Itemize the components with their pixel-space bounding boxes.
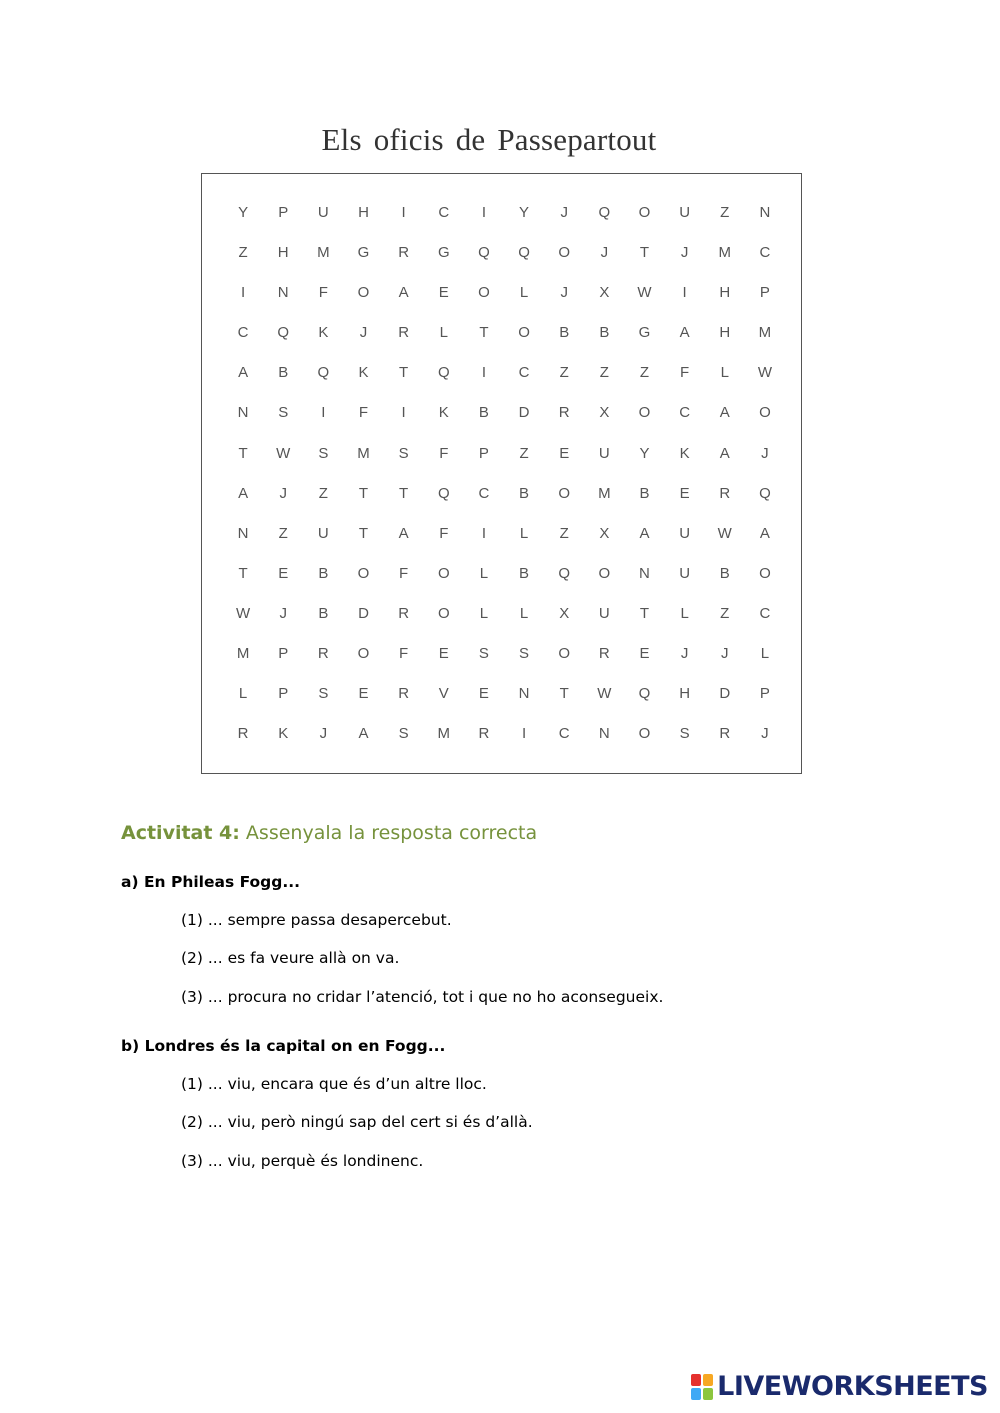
grid-cell[interactable]: M	[758, 324, 772, 342]
grid-cell[interactable]: O	[638, 204, 651, 221]
grid-cell[interactable]: N	[237, 524, 249, 542]
grid-cell[interactable]: C	[558, 725, 570, 743]
grid-cell[interactable]: B	[599, 324, 610, 342]
grid-cell[interactable]: R	[237, 725, 249, 743]
grid-cell[interactable]: U	[679, 524, 691, 542]
grid-cell[interactable]: K	[679, 444, 690, 462]
grid-cell[interactable]: L	[238, 685, 248, 703]
grid-cell[interactable]: I	[481, 204, 486, 221]
grid-cell[interactable]: G	[638, 324, 651, 342]
grid-cell[interactable]: F	[439, 524, 449, 542]
grid-cell[interactable]: M	[357, 444, 370, 462]
grid-cell[interactable]: F	[680, 364, 690, 382]
grid-cell[interactable]: A	[639, 524, 650, 542]
grid-cell[interactable]: B	[519, 484, 530, 502]
liveworksheets-logo-icon	[691, 1374, 713, 1400]
grid-cell[interactable]: L	[479, 604, 489, 622]
grid-cell[interactable]: Z	[720, 604, 730, 622]
grid-cell[interactable]: O	[518, 324, 530, 342]
activity-heading	[121, 822, 537, 844]
grid-cell[interactable]: B	[519, 564, 530, 582]
grid-cell[interactable]: P	[278, 685, 289, 703]
grid-cell[interactable]: C	[237, 324, 249, 342]
grid-cell[interactable]: C	[679, 404, 691, 422]
grid-cell[interactable]: B	[318, 604, 329, 622]
grid-cell[interactable]: C	[478, 484, 490, 502]
grid-cell[interactable]: Z	[559, 524, 569, 542]
grid-cell[interactable]: B	[278, 364, 289, 382]
grid-cell[interactable]: W	[717, 524, 732, 542]
grid-cell[interactable]: M	[598, 484, 611, 502]
grid-cell[interactable]: R	[478, 725, 490, 743]
question-b-option-2[interactable]: (2) ... viu, però ningú sap del cert si és d’allà.	[181, 1113, 533, 1131]
grid-cell[interactable]: S	[318, 685, 329, 703]
grid-cell[interactable]: U	[598, 444, 610, 462]
grid-cell[interactable]: T	[358, 524, 369, 542]
grid-cell[interactable]: O	[759, 564, 771, 582]
grid-cell[interactable]: D	[358, 604, 369, 622]
grid-cell[interactable]: A	[238, 364, 249, 382]
grid-cell[interactable]: I	[521, 725, 527, 743]
grid-cell[interactable]: J	[279, 484, 287, 502]
grid-cell[interactable]: L	[519, 524, 529, 542]
grid-cell[interactable]: N	[237, 404, 249, 422]
grid-cell[interactable]: J	[761, 725, 769, 743]
question-b-option-1[interactable]: (1) ... viu, encara que és d’un altre lloc.	[181, 1075, 487, 1093]
logo-square	[703, 1388, 713, 1400]
grid-cell[interactable]: A	[398, 284, 409, 302]
liveworksheets-wordmark: LIVEWORKSHEETS	[717, 1371, 988, 1402]
liveworksheets-brand[interactable]	[691, 1371, 988, 1402]
grid-cell[interactable]: S	[318, 444, 329, 462]
grid-cell[interactable]: W	[235, 604, 251, 622]
grid-cell[interactable]: T	[238, 564, 248, 582]
grid-cell[interactable]: G	[437, 244, 450, 262]
grid-cell[interactable]: I	[682, 284, 687, 302]
grid-cell[interactable]: C	[518, 364, 530, 382]
grid-cell[interactable]: Y	[519, 204, 530, 221]
grid-cell[interactable]: R	[398, 604, 410, 622]
grid-cell[interactable]: O	[598, 564, 611, 582]
grid-cell[interactable]: E	[438, 284, 449, 302]
grid-cell[interactable]: D	[518, 404, 530, 422]
grid-cell[interactable]: A	[719, 444, 730, 462]
grid-cell[interactable]: W	[276, 444, 291, 462]
grid-cell[interactable]: G	[357, 244, 370, 262]
grid-cell[interactable]: S	[398, 444, 409, 462]
grid-cell[interactable]: Z	[559, 364, 569, 382]
wordsearch-grid-box	[201, 173, 802, 774]
grid-cell[interactable]: Y	[639, 444, 650, 462]
grid-cell[interactable]: Q	[317, 364, 330, 382]
grid-cell[interactable]: L	[519, 284, 529, 302]
grid-cell[interactable]: C	[438, 204, 450, 221]
grid-cell[interactable]: B	[478, 404, 489, 422]
grid-cell[interactable]: F	[318, 284, 328, 302]
logo-square	[691, 1374, 701, 1386]
grid-cell[interactable]: L	[680, 604, 689, 622]
grid-cell[interactable]: E	[559, 444, 570, 462]
grid-cell[interactable]: T	[639, 604, 650, 622]
grid-cell[interactable]: T	[399, 484, 409, 502]
grid-cell[interactable]: R	[558, 404, 570, 422]
grid-cell[interactable]: Q	[558, 564, 571, 582]
grid-cell[interactable]: A	[719, 404, 730, 422]
grid-cell[interactable]: T	[399, 364, 409, 382]
grid-cell[interactable]: J	[560, 204, 568, 221]
grid-cell[interactable]: J	[721, 645, 729, 663]
grid-cell[interactable]: X	[599, 284, 610, 302]
grid-cell[interactable]: O	[437, 564, 450, 582]
grid-cell[interactable]: Z	[519, 444, 529, 462]
grid-cell[interactable]: T	[559, 685, 569, 703]
grid-cell[interactable]: B	[639, 484, 650, 502]
grid-cell[interactable]: F	[358, 404, 369, 422]
question-a-option-3[interactable]: (3) ... procura no cridar l’atenció, tot i que no ho aconsegueix.	[181, 988, 664, 1006]
grid-cell[interactable]: I	[481, 524, 486, 542]
grid-cell[interactable]: M	[236, 645, 250, 663]
grid-cell[interactable]: F	[399, 645, 409, 663]
grid-cell[interactable]: J	[359, 324, 368, 342]
grid-cell[interactable]: K	[318, 324, 329, 342]
grid-cell[interactable]: O	[558, 484, 571, 502]
grid-cell[interactable]: E	[358, 685, 369, 703]
grid-cell[interactable]: L	[479, 564, 489, 582]
question-a-label: a) En Phileas Fogg...	[121, 873, 301, 891]
grid-cell[interactable]: R	[719, 484, 731, 502]
grid-cell[interactable]: J	[761, 444, 769, 462]
grid-cell[interactable]: Z	[720, 204, 730, 221]
grid-cell[interactable]: O	[638, 725, 651, 743]
grid-cell[interactable]: Q	[437, 364, 450, 382]
grid-cell[interactable]: Q	[598, 204, 611, 221]
question-b-label: b) Londres és la capital on en Fogg...	[121, 1037, 446, 1055]
question-b-option-3[interactable]: (3) ... viu, perquè és londinenc.	[181, 1152, 424, 1170]
grid-cell[interactable]: R	[398, 244, 410, 262]
grid-cell[interactable]: I	[240, 284, 246, 302]
grid-cell[interactable]: H	[719, 284, 731, 302]
grid-cell[interactable]: J	[680, 645, 689, 663]
grid-cell[interactable]: P	[759, 685, 770, 703]
grid-cell[interactable]: O	[759, 404, 771, 422]
grid-cell[interactable]: M	[317, 244, 330, 262]
grid-cell[interactable]: I	[321, 404, 326, 422]
grid-cell[interactable]: T	[238, 444, 248, 462]
grid-cell[interactable]: X	[599, 404, 610, 422]
grid-cell[interactable]: T	[479, 324, 489, 342]
grid-cell[interactable]: U	[679, 204, 691, 221]
grid-cell[interactable]: N	[639, 564, 650, 582]
grid-cell[interactable]: E	[438, 645, 449, 663]
grid-cell[interactable]: J	[319, 725, 328, 743]
grid-cell[interactable]: O	[478, 284, 490, 302]
grid-cell[interactable]: P	[278, 645, 289, 663]
grid-cell[interactable]: J	[680, 244, 689, 262]
grid-cell[interactable]: O	[558, 645, 571, 663]
grid-cell[interactable]: H	[277, 244, 289, 262]
grid-cell[interactable]: Y	[238, 204, 249, 221]
grid-cell[interactable]: U	[679, 564, 691, 582]
question-a-option-2[interactable]: (2) ... es fa veure allà on va.	[181, 949, 400, 967]
grid-cell[interactable]: S	[278, 404, 289, 422]
grid-cell[interactable]: I	[401, 204, 406, 221]
grid-cell[interactable]: L	[720, 364, 729, 382]
grid-cell[interactable]: O	[357, 284, 370, 302]
grid-cell[interactable]: X	[599, 524, 610, 542]
grid-cell[interactable]: Z	[639, 364, 650, 382]
grid-cell[interactable]: Q	[518, 244, 530, 262]
grid-cell[interactable]: K	[438, 404, 449, 422]
grid-cell[interactable]: Q	[759, 484, 771, 502]
grid-cell[interactable]: P	[478, 444, 489, 462]
grid-cell[interactable]: U	[317, 524, 329, 542]
grid-cell[interactable]: V	[438, 685, 449, 703]
question-a-option-1[interactable]: (1) ... sempre passa desapercebut.	[181, 911, 452, 929]
grid-cell[interactable]: M	[437, 725, 451, 743]
grid-cell[interactable]: E	[478, 685, 489, 703]
grid-cell[interactable]: R	[719, 725, 731, 743]
grid-cell[interactable]: Z	[238, 244, 248, 262]
wordsearch-grid	[223, 194, 785, 755]
grid-cell[interactable]: J	[279, 604, 287, 622]
grid-cell[interactable]: A	[679, 324, 690, 342]
grid-cell[interactable]: L	[760, 645, 770, 663]
grid-cell[interactable]: Q	[478, 244, 490, 262]
grid-cell[interactable]: B	[318, 564, 329, 582]
grid-cell[interactable]: J	[600, 244, 609, 262]
grid-cell[interactable]: I	[401, 404, 406, 422]
grid-cell[interactable]: F	[439, 444, 449, 462]
activity-instruction: Assenyala la resposta correcta	[239, 822, 538, 844]
logo-square	[691, 1388, 701, 1400]
grid-cell[interactable]: S	[519, 645, 530, 663]
grid-cell[interactable]: H	[358, 204, 369, 221]
grid-cell[interactable]: J	[560, 284, 568, 302]
grid-cell[interactable]: O	[558, 244, 571, 262]
grid-cell[interactable]: E	[639, 645, 650, 663]
grid-cell[interactable]: R	[317, 645, 329, 663]
grid-cell[interactable]: D	[719, 685, 731, 703]
grid-cell[interactable]: U	[317, 204, 329, 221]
grid-cell[interactable]: O	[357, 645, 370, 663]
grid-cell[interactable]: P	[759, 284, 770, 302]
grid-cell[interactable]: S	[398, 725, 409, 743]
activity-label: Activitat 4:	[121, 822, 240, 844]
logo-square	[703, 1374, 713, 1386]
grid-cell[interactable]: H	[719, 324, 731, 342]
grid-cell[interactable]: U	[598, 604, 610, 622]
grid-cell[interactable]: A	[238, 484, 249, 502]
grid-cell[interactable]: W	[637, 284, 652, 302]
grid-cell[interactable]: Q	[437, 484, 450, 502]
grid-cell[interactable]: M	[718, 244, 731, 262]
grid-cell[interactable]: C	[759, 604, 771, 622]
grid-cell[interactable]: W	[597, 685, 612, 703]
grid-cell[interactable]: Q	[638, 685, 651, 703]
grid-cell[interactable]: H	[679, 685, 691, 703]
grid-cell[interactable]: O	[437, 604, 450, 622]
grid-cell[interactable]: O	[638, 404, 651, 422]
grid-cell[interactable]: S	[478, 645, 489, 663]
grid-cell[interactable]: N	[598, 725, 610, 743]
grid-cell[interactable]: F	[399, 564, 409, 582]
grid-cell[interactable]: A	[358, 725, 369, 743]
grid-cell[interactable]: R	[398, 324, 410, 342]
grid-cell[interactable]: N	[759, 204, 771, 221]
wordsearch-title: Els oficis de Passepartout	[321, 122, 657, 157]
grid-cell[interactable]: X	[559, 604, 570, 622]
grid-cell[interactable]: R	[598, 645, 610, 663]
grid-cell[interactable]: L	[439, 324, 448, 342]
grid-cell[interactable]: L	[519, 604, 529, 622]
grid-cell[interactable]: C	[759, 244, 771, 262]
grid-cell[interactable]: K	[278, 725, 289, 743]
grid-cell[interactable]: S	[679, 725, 690, 743]
grid-cell[interactable]: B	[719, 564, 730, 582]
grid-cell[interactable]: E	[679, 484, 690, 502]
grid-cell[interactable]: K	[358, 364, 369, 382]
grid-cell[interactable]: T	[358, 484, 369, 502]
grid-cell[interactable]: Q	[277, 324, 290, 342]
grid-cell[interactable]: Z	[599, 364, 609, 382]
grid-cell[interactable]: A	[759, 524, 770, 542]
grid-cell[interactable]: B	[559, 324, 570, 342]
grid-cell[interactable]: A	[398, 524, 409, 542]
grid-cell[interactable]: W	[757, 364, 772, 382]
grid-cell[interactable]: I	[481, 364, 486, 382]
grid-cell[interactable]: R	[398, 685, 410, 703]
grid-cell[interactable]: P	[278, 204, 289, 221]
grid-cell[interactable]: Z	[278, 524, 288, 542]
grid-cell[interactable]: Z	[318, 484, 328, 502]
grid-cell[interactable]: N	[518, 685, 530, 703]
grid-cell[interactable]: N	[277, 284, 289, 302]
grid-cell[interactable]: O	[357, 564, 370, 582]
grid-cell[interactable]: E	[278, 564, 289, 582]
grid-cell[interactable]: T	[639, 244, 650, 262]
